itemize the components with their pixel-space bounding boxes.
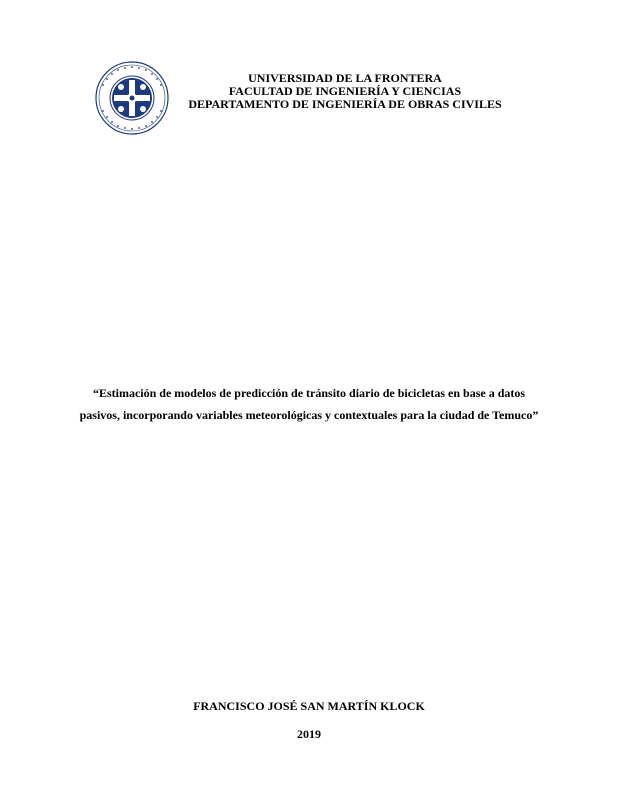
department-name: DEPARTAMENTO DE INGENIERÍA DE OBRAS CIVILES [188,97,502,111]
publication-year: 2019 [297,727,321,741]
institution-header [180,72,510,111]
faculty-name: FACULTAD DE INGENIERÍA Y CIENCIAS [228,84,462,98]
thesis-title-line-1: “Estimación de modelos de predicción de tránsito diario de bicicletas en base a datos [92,386,526,400]
thesis-title [60,382,558,426]
author-name: FRANCISCO JOSÉ SAN MARTÍN KLOCK [193,699,425,713]
university-name: UNIVERSIDAD DE LA FRONTERA [248,71,442,85]
university-seal-logo [94,60,170,136]
thesis-title-line-2: pasivos, incorporando variables meteorológicas y contextuales para la ciudad de Temuco” [79,408,539,422]
